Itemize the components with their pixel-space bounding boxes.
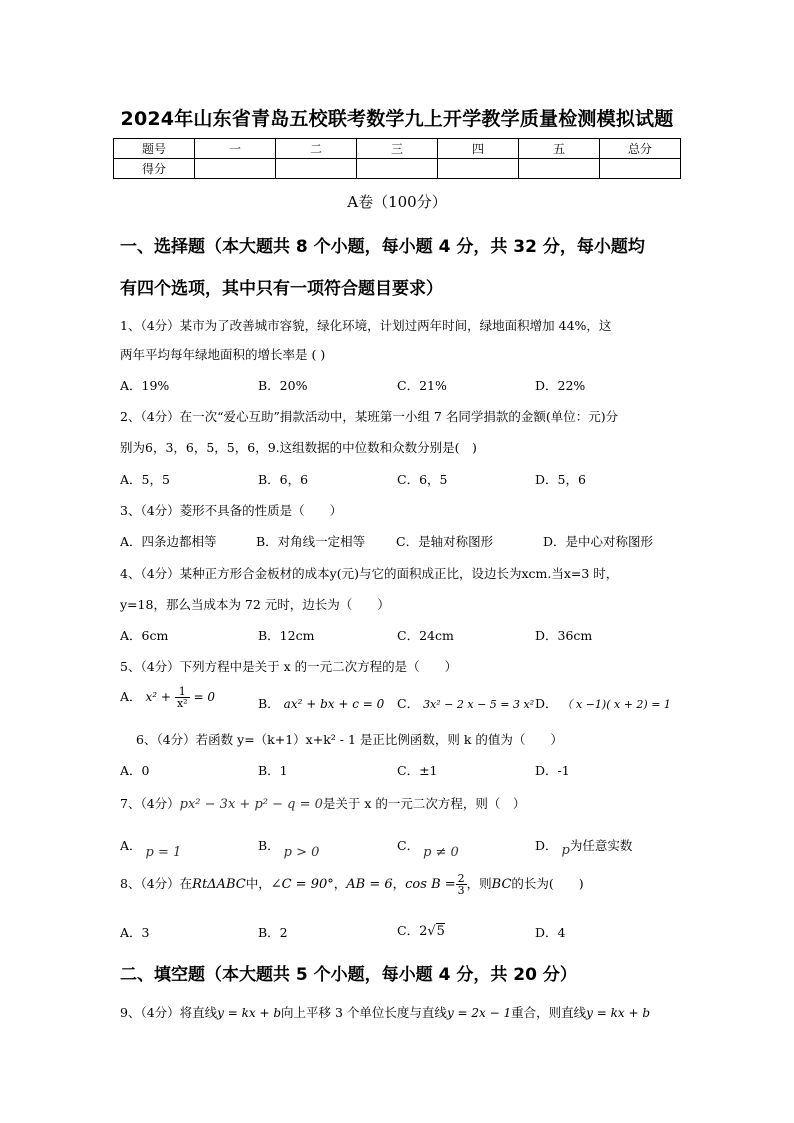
- q7-option-a-label: A．: [120, 838, 142, 853]
- q7-option-b-math: p > 0: [283, 845, 320, 860]
- q9-line1: y = kx + b: [217, 1006, 282, 1020]
- q6-option-d[interactable]: D．-1: [535, 763, 570, 778]
- q5-option-a-math-right: = 0: [193, 690, 216, 704]
- q7-option-d-text: 为任意实数: [569, 838, 633, 853]
- q5-option-b-math: ax² + bx + c = 0: [283, 697, 385, 711]
- fraction-denominator: 3: [457, 884, 465, 897]
- q7-option-d-label: D．: [535, 838, 558, 853]
- q8-option-c-radicand: 5: [436, 924, 445, 939]
- q2-option-c[interactable]: C．6，5: [397, 472, 448, 487]
- q7-equation: px² − 3x + p² − q = 0: [179, 797, 323, 812]
- score-table-cell: 一: [195, 139, 276, 159]
- q8-option-c-coef: 2: [419, 924, 428, 939]
- score-table-cell: 题号: [114, 139, 195, 159]
- q4-text-line1: 4、（4分）某种正方形合金板材的成本y(元)与它的面积成正比，设边长为xcm.当x=3 时，: [120, 566, 619, 581]
- q8-text-part: 的长为( ): [511, 876, 584, 891]
- q3-option-a[interactable]: A．四条边都相等: [120, 534, 217, 549]
- q9-text: [120, 1003, 650, 1021]
- q5-text: 5、（4分）下列方程中是关于 x 的一元二次方程的是（ ）: [120, 659, 458, 674]
- q5-option-c-label: C．: [397, 696, 420, 711]
- q8-side: AB = 6: [346, 877, 393, 892]
- q5-option-a[interactable]: [120, 686, 215, 709]
- q7-prefix: 7、（4分）: [120, 796, 180, 811]
- sqrt-icon: √: [427, 924, 436, 939]
- q1-option-d[interactable]: D．22%: [535, 378, 586, 393]
- score-table-cell: 总分: [600, 139, 681, 159]
- q8-text-part: 中，: [245, 876, 271, 891]
- score-table-cell: 三: [357, 139, 438, 159]
- q7-option-a[interactable]: [120, 836, 182, 860]
- q5-option-a-fraction: [175, 686, 190, 709]
- q8-option-b[interactable]: B．2: [258, 925, 288, 940]
- q5-option-a-label: A．: [120, 689, 142, 704]
- q5-option-d-math: （ x −1)( x + 2) = 1: [561, 698, 671, 711]
- q5-option-c[interactable]: [397, 694, 534, 712]
- q4-option-b[interactable]: B．12cm: [258, 628, 315, 643]
- q5-option-c-math: 3x² − 2 x − 5 = 3 x²: [423, 698, 535, 711]
- q9-line2: y = 2x − 1: [446, 1006, 512, 1020]
- q1-text-line2: 两年平均每年绿地面积的增长率是 ( ): [120, 347, 326, 362]
- score-input-cell[interactable]: [276, 159, 357, 179]
- q7-option-d[interactable]: [535, 836, 633, 858]
- q8-triangle: RtΔABC: [192, 877, 246, 892]
- q5-option-b[interactable]: [258, 694, 384, 712]
- score-table-row-label: 得分: [114, 159, 195, 179]
- q8-text-part: ，: [333, 876, 347, 891]
- q8-option-a[interactable]: A．3: [120, 925, 150, 940]
- score-input-cell[interactable]: [519, 159, 600, 179]
- q8-option-d[interactable]: D．4: [535, 925, 566, 940]
- q8-text: [120, 873, 584, 896]
- q2-option-d[interactable]: D．5，6: [535, 472, 586, 487]
- page-title: 2024年山东省青岛五校联考数学九上开学教学质量检测模拟试题: [120, 108, 674, 130]
- score-input-cell[interactable]: [357, 159, 438, 179]
- q1-option-a[interactable]: A．19%: [120, 378, 170, 393]
- score-table-score-row: [114, 159, 681, 179]
- score-input-cell[interactable]: [600, 159, 681, 179]
- q1-option-b[interactable]: B．20%: [258, 378, 308, 393]
- q1-option-c[interactable]: C．21%: [397, 378, 447, 393]
- q8-angle: ∠C = 90°: [270, 877, 334, 892]
- q9-line3: y = kx + b: [586, 1006, 651, 1020]
- score-input-cell[interactable]: [438, 159, 519, 179]
- score-table-cell: 五: [519, 139, 600, 159]
- q7-option-b-label: B．: [258, 838, 280, 853]
- q1-text-line1: 1、（4分）某市为了改善城市容貌，绿化环境，计划过两年时间，绿地面积增加 44%，这: [120, 318, 612, 333]
- q8-bc: BC: [491, 877, 512, 892]
- q7-option-c[interactable]: [397, 836, 459, 860]
- q3-option-c[interactable]: C．是轴对称图形: [396, 534, 494, 549]
- fraction-denominator: x²: [176, 697, 188, 710]
- q5-option-a-math-left: x² +: [145, 690, 171, 704]
- q2-option-a[interactable]: A．5，5: [120, 472, 170, 487]
- fraction-numerator: 1: [175, 686, 190, 698]
- q8-option-c-label: C．: [397, 923, 420, 938]
- q5-option-d-label: D．: [535, 696, 558, 711]
- q7-option-b[interactable]: [258, 836, 320, 860]
- q8-text-part: ，则: [466, 876, 492, 891]
- q2-text-line2: 别为6，3，6，5，5，6，9.这组数据的中位数和众数分别是( ): [120, 440, 477, 455]
- q6-text: 6、（4分）若函数 y=（k+1）x+k² - 1 是正比例函数，则 k 的值为（ ）: [136, 732, 563, 747]
- q6-option-b[interactable]: B．1: [258, 763, 288, 778]
- q4-option-a[interactable]: A．6cm: [120, 628, 169, 643]
- fraction-numerator: 2: [457, 872, 465, 885]
- q3-text: 3、（4分）菱形不具备的性质是（ ）: [120, 503, 343, 518]
- score-table-cell: 四: [438, 139, 519, 159]
- q6-option-c[interactable]: C．±1: [397, 763, 438, 778]
- q8-cos: cos B =: [405, 877, 456, 892]
- score-table: [113, 138, 681, 179]
- q8-fraction: [456, 873, 467, 896]
- q6-option-a[interactable]: A．0: [120, 763, 150, 778]
- score-table-cell: 二: [276, 139, 357, 159]
- q4-text-line2: y=18，那么当成本为 72 元时，边长为（ ）: [120, 597, 390, 612]
- q2-text-line1: 2、（4分）在一次“爱心互助”捐款活动中，某班第一小组 7 名同学捐款的金额(单位：元)分: [120, 409, 619, 424]
- q8-option-c[interactable]: [397, 921, 445, 939]
- q5-option-d[interactable]: [535, 694, 671, 712]
- volume-heading: A卷（100分）: [347, 193, 447, 211]
- q9-prefix: 9、（4分）将直线: [120, 1005, 218, 1020]
- q8-text-part: ，: [392, 876, 406, 891]
- section1-heading-line2: 有四个选项，其中只有一项符合题目要求）: [120, 279, 443, 299]
- score-table-header-row: [114, 139, 681, 159]
- q7-option-a-math: p = 1: [145, 845, 182, 860]
- section2-heading: 二、填空题（本大题共 5 个小题，每小题 4 分，共 20 分）: [120, 965, 577, 985]
- q4-option-c[interactable]: C．24cm: [397, 628, 454, 643]
- q7-option-c-math: p ≠ 0: [423, 845, 459, 860]
- q3-option-d[interactable]: D．是中心对称图形: [543, 534, 654, 549]
- q2-option-b[interactable]: B．6，6: [258, 472, 309, 487]
- q7-suffix: 是关于 x 的一元二次方程，则（ ）: [322, 796, 526, 811]
- q9-text-part: 向上平移 3 个单位长度与直线: [281, 1005, 447, 1020]
- q7-text: [120, 794, 525, 812]
- section1-heading-line1: 一、选择题（本大题共 8 个小题，每小题 4 分，共 32 分，每小题均: [120, 237, 645, 257]
- q7-option-d-math: p: [561, 843, 570, 858]
- q9-text-part: 重合，则直线: [511, 1005, 587, 1020]
- q7-option-c-label: C．: [397, 838, 420, 853]
- q8-prefix: 8、（4分）在: [120, 876, 193, 891]
- q5-option-b-label: B．: [258, 696, 280, 711]
- q3-option-b[interactable]: B．对角线一定相等: [256, 534, 366, 549]
- q4-option-d[interactable]: D．36cm: [535, 628, 593, 643]
- score-input-cell[interactable]: [195, 159, 276, 179]
